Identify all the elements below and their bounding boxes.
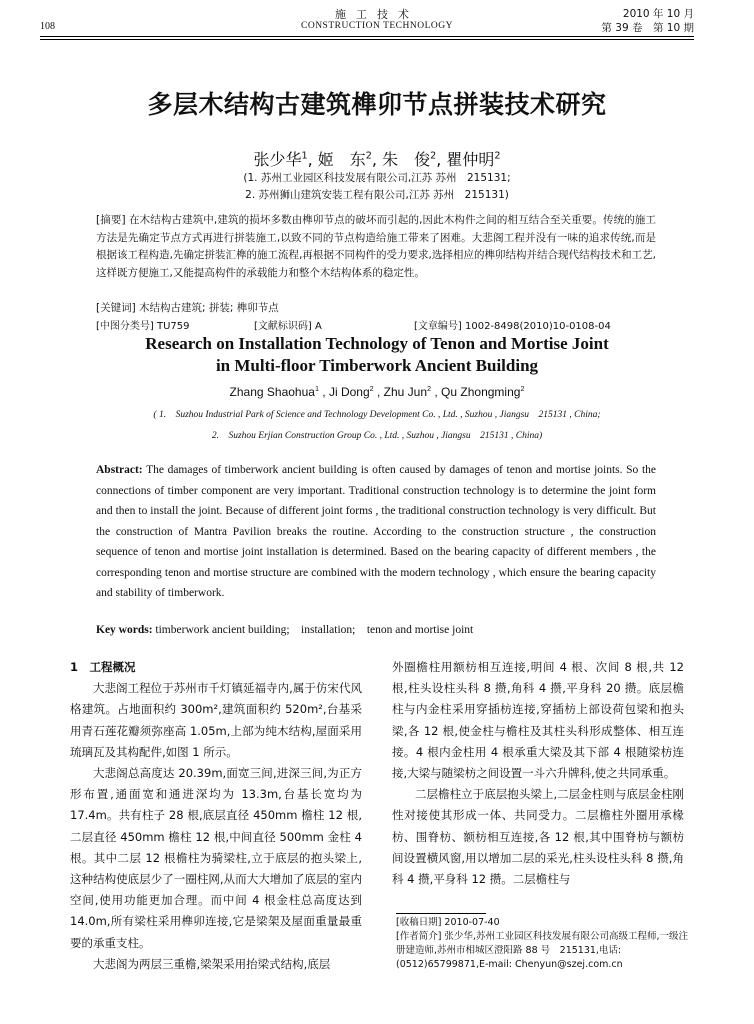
- keywords-en-text: timberwork ancient building; installation; tenon and mortise joint: [155, 624, 474, 636]
- body-paragraph: 二层檐柱立于底层抱头梁上,二层金柱则与底层金柱刚性对接使其形成一体、共同受力。二层檐柱外圈用承椽枋、围脊枋、额枋相互连接,各 12 根,其中围脊枋与额枋间设置横风窗,用以增加二层的采光,柱头设柱头科 8 攒,角科 4 攒,平身科 12 攒。二层檐柱与: [392, 787, 684, 887]
- document-code: [文献标识码] A: [254, 321, 322, 332]
- author-sup: 2: [427, 384, 432, 393]
- author-name: 姬 东: [317, 150, 366, 169]
- author-sup: 2: [520, 384, 525, 393]
- journal-title-en: CONSTRUCTION TECHNOLOGY: [301, 21, 453, 31]
- header-rule-thin: [40, 39, 694, 40]
- footnote: [396, 916, 688, 972]
- author-name: Ji Dong: [328, 385, 370, 399]
- issue-date: 2010 年 10 月: [622, 8, 694, 20]
- body-paragraph: 大悲阁为两层三重檐,梁架采用抬梁式结构,底层: [93, 956, 331, 971]
- author-sup: 2: [365, 150, 372, 162]
- body-paragraph: 大悲阁工程位于苏州市千灯镇延福寺内,属于仿宋代风格建筑。占地面积约 300m²,建筑面积约 520m²,台基采用青石莲花瓣须弥座高 1.05m,上部为纯木结构,屋面采用琉璃瓦及其构配件,如图 1 所示。: [70, 681, 362, 759]
- author-sup: 2: [369, 384, 374, 393]
- header-rule: [40, 36, 694, 37]
- body-paragraph: 大悲阁总高度达 20.39m,面宽三间,进深三间,为正方形布置,通面宽和通进深均为 13.3m,台基长宽均为 17.4m。共有柱子 28 根,底层直径 450mm 檐柱 12 根,二层直径 450mm 檐柱 12 根,中间直径 500mm 金柱 4 根。其中二层 12 根檐柱为骑梁柱,立于底层的抱头梁上,这种结构使底层少了一圈柱网,从而大大增加了底层的室内空间,使用功能更加合理。而中间 4 根金柱总高度达到 14.0m,所有梁柱采用榫卯连接,它是梁架及屋面重量最重要的承重支柱。: [70, 766, 362, 950]
- abstract-en-label: Abstract:: [96, 464, 143, 476]
- body-column-left: [70, 657, 362, 975]
- author-sup: 1: [314, 384, 319, 393]
- authors-cn: 张少华$^1$, 姬 东$^2$, 朱 俊$^2$, 瞿仲明$^2$: [253, 150, 501, 169]
- author-name: 朱 俊: [382, 150, 431, 169]
- paper-title-en-line2: in Multi-floor Timberwork Ancient Building: [215, 356, 539, 375]
- article-number: [文章编号] 1002-8498(2010)10-0108-04: [414, 321, 611, 332]
- affiliation-cn: 2. 苏州狮山建筑安装工程有限公司,江苏 苏州 215131): [245, 189, 509, 201]
- keywords-en: [96, 621, 473, 637]
- abstract-cn: [摘要] 在木结构古建筑中,建筑的损坏多数由榫卯节点的破坏而引起的,因此木构件之间的相互结合至关重要。传统的施工方法是先确定节点方式再进行拼装施工,以致不同的节点构造给施工带来了困难。大悲阁工程并没有一味的追求传统,而是根据该工程构造,先确定拼装汇榫的施工流程,再根据不同构件的受力要求,选择相应的榫卯结构并结合现代结构技术和工艺,这样既方便施工,又能提高构件的承载能力和整个木结构体系的稳定性。: [96, 214, 656, 279]
- journal-title-cn: 施工技术: [335, 8, 419, 21]
- body-column-right: [392, 657, 684, 890]
- body-paragraph: 外圈檐柱用额枋相互连接,明间 4 根、次间 8 根,共 12 根,柱头设柱头科 8 攒,角科 4 攒,平身科 20 攒。底层檐柱与内金柱采用穿插枋连接,穿插枋上部设荷包梁和抱头梁,各 12 根,使金柱与檐柱及其柱头科形成整体、相互连接。4 根内金柱用 4 根承重大梁及其下部 4 根随梁枋连接,大梁与随梁枋之间设置一斗六升牌科,使之共同承重。: [392, 660, 684, 781]
- affiliation-cn: (1. 苏州工业园区科技发展有限公司,江苏 苏州 215131;: [243, 172, 511, 184]
- paper-title-cn: 多层木结构古建筑榫卯节点拼装技术研究: [147, 90, 607, 119]
- author-name: Qu Zhongming: [441, 385, 521, 399]
- author-name: 瞿仲明: [446, 150, 495, 169]
- author-name: Zhang Shaohua: [229, 385, 315, 399]
- author-name: 张少华: [253, 150, 302, 169]
- abstract-en: [96, 460, 656, 604]
- authors-en: Zhang Shaohua$^1$ , Ji Dong$^2$ , Zhu Jun$^2$ , Qu Zhongming$^2$: [229, 384, 525, 399]
- received-date: [收稿日期] 2010-07-40: [396, 917, 500, 928]
- volume-issue: 第 39 卷 第 10 期: [601, 22, 694, 34]
- paper-title-en: Research on Installation Technology of Tenon and Mortise Joint: [145, 334, 609, 353]
- author-name: Zhu Jun: [383, 385, 428, 399]
- keywords-cn: [关键词] 木结构古建筑; 拼装; 榫卯节点: [96, 302, 279, 314]
- clc-number: [中图分类号] TU759: [96, 321, 190, 332]
- section-heading: 1 工程概况: [70, 660, 136, 674]
- footnote-rule: [396, 913, 486, 914]
- author-sup: 1: [301, 150, 308, 162]
- author-bio: [作者简介] 张少华,苏州工业园区科技发展有限公司高级工程师,一级注册建造师,苏州市相城区澄阳路 88 号 215131,电话:(0512)65799871,E-mail: Chenyun@szej.com.cn: [396, 931, 688, 970]
- affiliation-en: ( 1. Suzhou Industrial Park of Science and Technology Development Co. , Ltd. , Suzhou , Jiangsu 215131 , China;: [153, 410, 601, 420]
- page-number: 108: [40, 21, 55, 32]
- affiliation-en: 2. Suzhou Erjian Construction Group Co. , Ltd. , Suzhou , Jiangsu 215131 , China): [211, 431, 543, 441]
- author-sup: 2: [430, 150, 437, 162]
- keywords-en-label: Key words:: [96, 624, 153, 636]
- abstract-en-text: The damages of timberwork ancient building is often caused by damages of tenon and mortise joints. So the connections of timber component are very important. Traditional construction technology is to determine the joint form and then to install the joint. Because of different joint forms , the traditional construction technology is very difficult. But the construction of Mantra Pavilion breaks the routine. According to the construction structure , the construction sequence of tenon and mortise joint installation is determined. Based on the bearing capacity of different members , the corresponding tenon and mortise structure are combined with the modern technology , which ensure the bearing capacity and stability of timberwork.: [96, 464, 657, 599]
- author-sup: 2: [494, 150, 501, 162]
